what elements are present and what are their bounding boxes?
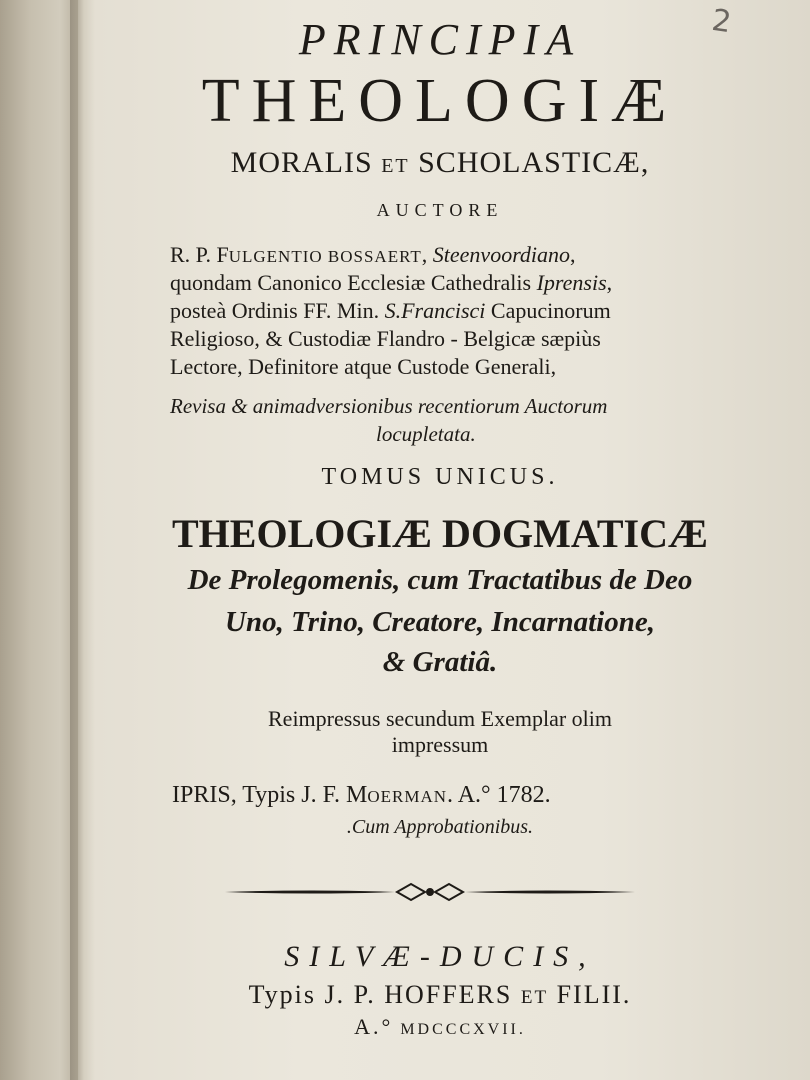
author-name: ULGENTIO BOSSAERT bbox=[228, 247, 422, 266]
title-scholasticae: SCHOLASTICÆ, bbox=[418, 146, 650, 179]
author-origin: Steenvoordiano bbox=[432, 242, 571, 267]
author-iprensis: Iprensis bbox=[536, 270, 607, 295]
ipris-text: IPRIS, Typis J. F. M bbox=[172, 782, 368, 808]
author-origin-comma: , bbox=[570, 242, 576, 267]
author-line-5: Lectore, Definitore atque Custode Generali, bbox=[170, 354, 557, 379]
anno-label: A.° bbox=[354, 1014, 394, 1039]
tractatus-line-3: & Gratiâ. bbox=[382, 646, 498, 678]
typis-et: ET bbox=[520, 987, 549, 1008]
tractatus-line-2: Uno, Trino, Creatore, Incarnatione, bbox=[225, 606, 655, 638]
theologiae-dogmaticae-heading: THEOLOGIÆ DOGMATICÆ bbox=[172, 511, 708, 556]
author-initials: R. P. F bbox=[170, 242, 229, 267]
title-moralis-line bbox=[100, 146, 780, 180]
author-line-1 bbox=[170, 240, 576, 271]
anno-year: MDCCCXVII. bbox=[393, 1021, 526, 1038]
author-line-3 bbox=[170, 296, 611, 325]
tomus-unicus: TOMUS UNICUS. bbox=[321, 464, 559, 490]
handwritten-page-number: 2 bbox=[709, 2, 734, 41]
revisa-line-2: locupletata. bbox=[376, 422, 476, 446]
anno-date bbox=[100, 1014, 780, 1040]
left-page-edge bbox=[0, 0, 78, 1080]
author-comma: , bbox=[421, 242, 433, 267]
ornament-rule bbox=[225, 880, 635, 904]
typis-hoffers bbox=[100, 980, 780, 1010]
author-line-2 bbox=[170, 268, 612, 297]
author-s-francisci: S.Francisci bbox=[384, 298, 486, 323]
author-line-2-comma: , bbox=[606, 270, 613, 295]
auctore-label: AUCTORE bbox=[376, 200, 504, 220]
author-line-4: Religioso, & Custodiæ Flandro - Belgicæ sæpiùs bbox=[170, 326, 601, 351]
silvae-ducis: SILVÆ-DUCIS, bbox=[284, 940, 596, 973]
typis-text: Typis J. P. HOFFERS bbox=[248, 980, 521, 1009]
ipris-year: . A.° 1782. bbox=[447, 782, 551, 808]
cum-approbationibus: .Cum Approbationibus. bbox=[346, 816, 534, 838]
book-gutter-shadow bbox=[70, 0, 84, 1080]
title-et: ET bbox=[381, 155, 410, 177]
title-moralis: MORALIS bbox=[230, 146, 373, 179]
ipris-imprint bbox=[172, 782, 551, 809]
revisa-line-1: Revisa & animadversionibus recentiorum Auctorum bbox=[170, 394, 608, 418]
typis-filii: FILII. bbox=[548, 980, 632, 1009]
ipris-printer: OERMAN bbox=[367, 787, 448, 806]
reimpressus-line-2: impressum bbox=[391, 732, 489, 757]
author-line-3-text: posteà Ordinis FF. Min. bbox=[170, 298, 385, 323]
tractatus-line-1: De Prolegomenis, cum Tractatibus de Deo bbox=[187, 564, 693, 596]
reimpressus-line-1: Reimpressus secundum Exemplar olim bbox=[268, 706, 612, 731]
title-theologiae: THEOLOGIÆ bbox=[201, 67, 679, 135]
author-capucinorum: Capucinorum bbox=[485, 298, 611, 323]
title-principia: PRINCIPIA bbox=[298, 15, 582, 64]
author-line-2-text: quondam Canonico Ecclesiæ Cathedralis bbox=[170, 270, 537, 295]
